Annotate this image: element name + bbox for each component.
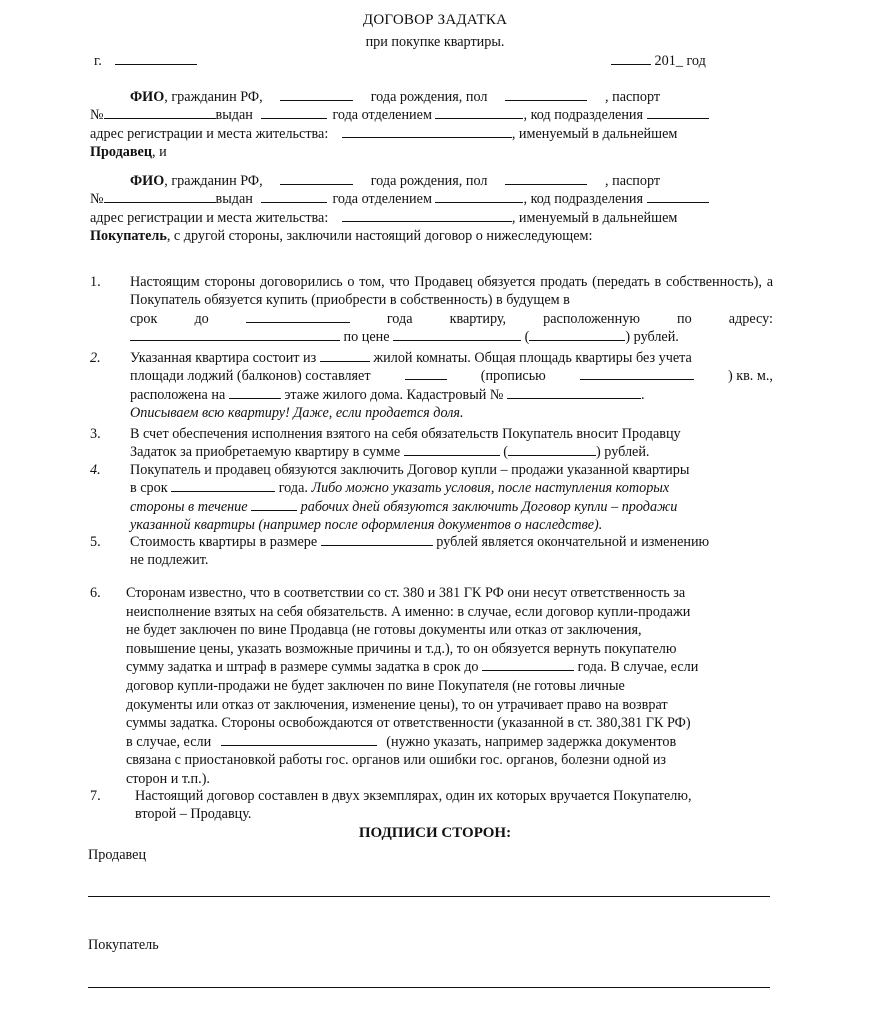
seller-line-4: Продавец, и — [90, 144, 167, 161]
clause-1: 1. Настоящим стороны договорились о том, что Продавец обязуется продать (передать в собственность), а Покупатель обязуется купить (приобрести в собственность) в будущем в срок до года квартиру, расположенную по адресу: по цене ( ) рублей. — [90, 274, 773, 346]
seller-fio: ФИО — [130, 89, 165, 105]
year-text: 201_ год — [654, 53, 706, 69]
buyer-fio: ФИО — [130, 173, 165, 189]
buyer-block — [90, 172, 773, 246]
buyer-role: Покупатель — [90, 228, 167, 245]
clause-number: 7. — [90, 788, 101, 804]
city-field — [94, 52, 197, 70]
date-blank — [611, 52, 651, 65]
clause-3: 3. В счет обеспечения исполнения взятого на себя обязательств Покупатель вносит Продавцу Задаток за приобретаемую квартиру в сумме ( ) рублей. — [90, 426, 681, 461]
clause-7: 7. Настоящий договор составлен в двух экземплярах, один их которых вручается Покупателю, второй – Продавцу. — [90, 788, 692, 823]
clause-2: 2. Указанная квартира состоит из жилой комнаты. Общая площадь квартиры без учета площади лоджий (балконов) составляет (прописью ) кв. м., расположена на этаже жилого дома. Кадастровый № . Описываем всю квартиру! Даже, если продается доля. — [90, 350, 773, 422]
seller-line-1: ФИО, гражданин РФ, года рождения, пол , паспорт — [130, 89, 661, 105]
date-field — [611, 52, 706, 70]
buyer-line-4: Покупатель, с другой стороны, заключили настоящий договор о нижеследующем: — [90, 228, 593, 245]
signatures-title: ПОДПИСИ СТОРОН: — [358, 825, 512, 841]
buyer-signature-label: Покупатель — [88, 937, 159, 953]
buyer-line-2: № выдан года отделением , код подразделения — [90, 190, 773, 208]
buyer-line-1: ФИО, гражданин РФ, года рождения, пол , паспорт — [130, 173, 661, 189]
seller-line-2: № выдан года отделением , код подразделения — [90, 106, 773, 124]
clause-5: 5. Стоимость квартиры в размере рублей является окончательной и изменению не подлежит. — [90, 534, 710, 569]
clause-number: 6. — [90, 585, 101, 601]
city-blank — [115, 52, 197, 65]
seller-role: Продавец — [90, 144, 153, 161]
clause-2-note: Описываем всю квартиру! Даже, если продается доля. — [130, 405, 464, 422]
clause-number: 1. — [90, 274, 101, 290]
clause-6: 6. Сторонам известно, что в соответствии со ст. 380 и 381 ГК РФ они несут ответственность за неисполнение взятых на себя обязательств. А именно: в случае, если договор купли-продажи не будет заключен по вине Продавца (не готовы документы или отказ от заключения, повышение цены, указать возможные причины и т.д.), то он обязуется вернуть покупателю сумму задатка и штраф в размере суммы задатка в срок до года. В случае, если договор купли-продажи не будет заключен по вине Покупателя (не готовы личные документы или отказ от заключения, изменение цены), то он утрачивает право на возврат суммы задатка. Стороны освобождаются от ответственности (указанной в ст. 380,381 ГК РФ) в случае, если (нужно указать, например задержка документов связана с приостановкой работы гос. органов или ошибки гос. органов, болезни одной из сторон и т.п.). — [90, 585, 699, 787]
document-title: ДОГОВОР ЗАДАТКА — [362, 12, 508, 28]
clause-number: 2. — [90, 350, 101, 366]
clause-number: 3. — [90, 426, 101, 442]
seller-signature-label: Продавец — [88, 847, 147, 863]
city-label: г. — [94, 53, 102, 69]
clause-number: 5. — [90, 534, 101, 550]
clause-4: 4. Покупатель и продавец обязуются заключить Договор купли – продажи указанной квартиры в срок года. Либо можно указать условия, после наступления которых стороны в течение рабочих дней обязуются заключить Договор купли – продажи указанной квартиры (например после оформления документов о наследстве). — [90, 462, 690, 534]
seller-line-3: адрес регистрации и места жительства: , именуемый в дальнейшем — [90, 125, 678, 142]
seller-block — [90, 88, 773, 162]
document-subtitle: при покупке квартиры. — [365, 34, 505, 50]
seller-signature-line — [88, 896, 770, 897]
buyer-signature-line — [88, 987, 770, 988]
buyer-line-3: адрес регистрации и места жительства: , именуемый в дальнейшем — [90, 209, 678, 226]
clause-number: 4. — [90, 462, 101, 478]
